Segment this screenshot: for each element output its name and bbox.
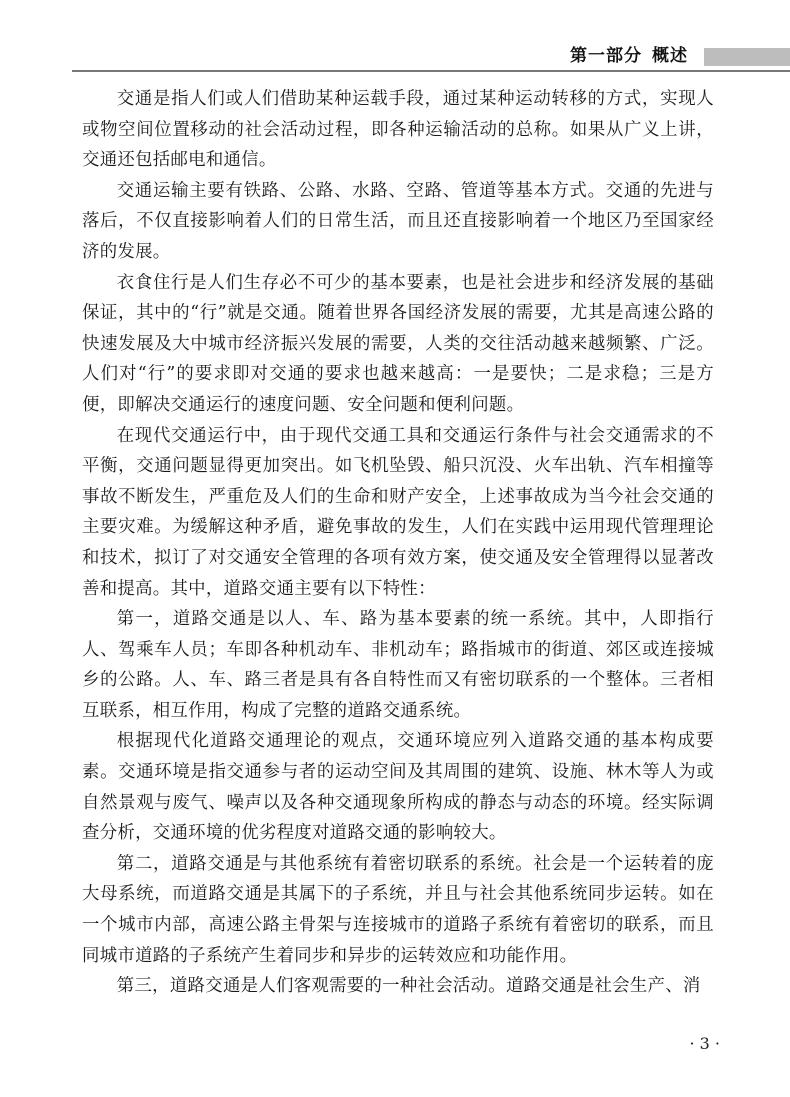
body-text	[82, 84, 714, 1002]
paragraph: 交通运输主要有铁路、公路、水路、空路、管道等基本方式。交通的先进与落后，不仅直接影响着人们的日常生活，而且还直接影响着一个地区乃至国家经济的发展。	[82, 180, 714, 262]
running-header	[0, 40, 790, 72]
header-rule	[72, 70, 790, 72]
paragraph: 第二，道路交通是与其他系统有着密切联系的系统。社会是一个运转着的庞大母系统，而道路交通是其属下的子系统，并且与社会其他系统同步运转。如在一个城市内部，高速公路主骨架与连接城市的道路子系统有着密切的联系，而且同城市道路的子系统产生着同步和异步的运转效应和功能作用。	[82, 853, 714, 966]
paragraph: 第一，道路交通是以人、车、路为基本要素的统一系统。其中，人即指行人、驾乘车人员；车即各种机动车、非机动车；路指城市的街道、郊区或连接城乡的公路。人、车、路三者是具有各自特性而又有密切联系的一个整体。三者相互联系，相互作用，构成了完整的道路交通系统。	[82, 609, 714, 721]
paragraph: 交通是指人们或人们借助某种运载手段，通过某种运动转移的方式，实现人或物空间位置移动的社会活动过程，即各种运输活动的总称。如果从广义上讲，交通还包括邮电和通信。	[82, 89, 714, 171]
page-number: · 3 ·	[689, 1034, 720, 1053]
paragraph: 在现代交通运行中，由于现代交通工具和交通运行条件与社会交通需求的不平衡，交通问题显得更加突出。如飞机坠毁、船只沉没、火车出轨、汽车相撞等事故不断发生，严重危及人们的生命和财产安全，上述事故成为当今社会交通的主要灾难。为缓解这种矛盾，避免事故的发生，人们在实践中运用现代管理理论和技术，拟订了对交通安全管理的各项有效方案，使交通及安全管理得以显著改善和提高。其中，道路交通主要有以下特性：	[82, 425, 714, 599]
paragraph: 衣食住行是人们生存必不可少的基本要素，也是社会进步和经济发展的基础保证，其中的“行”就是交通。随着世界各国经济发展的需要，尤其是高速公路的快速发展及大中城市经济振兴发展的需要，人类的交往活动越来越频繁、广泛。人们对“行”的要求即对交通的要求也越来越高：一是要快；二是求稳；三是方便，即解决交通运行的速度问题、安全问题和便利问题。	[82, 272, 714, 415]
header-label	[570, 44, 688, 68]
header-bar	[704, 48, 790, 66]
paragraph: 第三，道路交通是人们客观需要的一种社会活动。道路交通是社会生产、消	[116, 976, 701, 997]
header-title: 概述	[652, 46, 688, 66]
paragraph: 根据现代化道路交通理论的观点，交通环境应列入道路交通的基本构成要素。交通环境是指交通参与者的运动空间及其周围的建筑、设施、林木等人为或自然景观与废气、噪声以及各种交通现象所构成的静态与动态的环境。经实际调查分析，交通环境的优劣程度对道路交通的影响较大。	[82, 731, 714, 844]
header-part: 第一部分	[570, 46, 642, 66]
